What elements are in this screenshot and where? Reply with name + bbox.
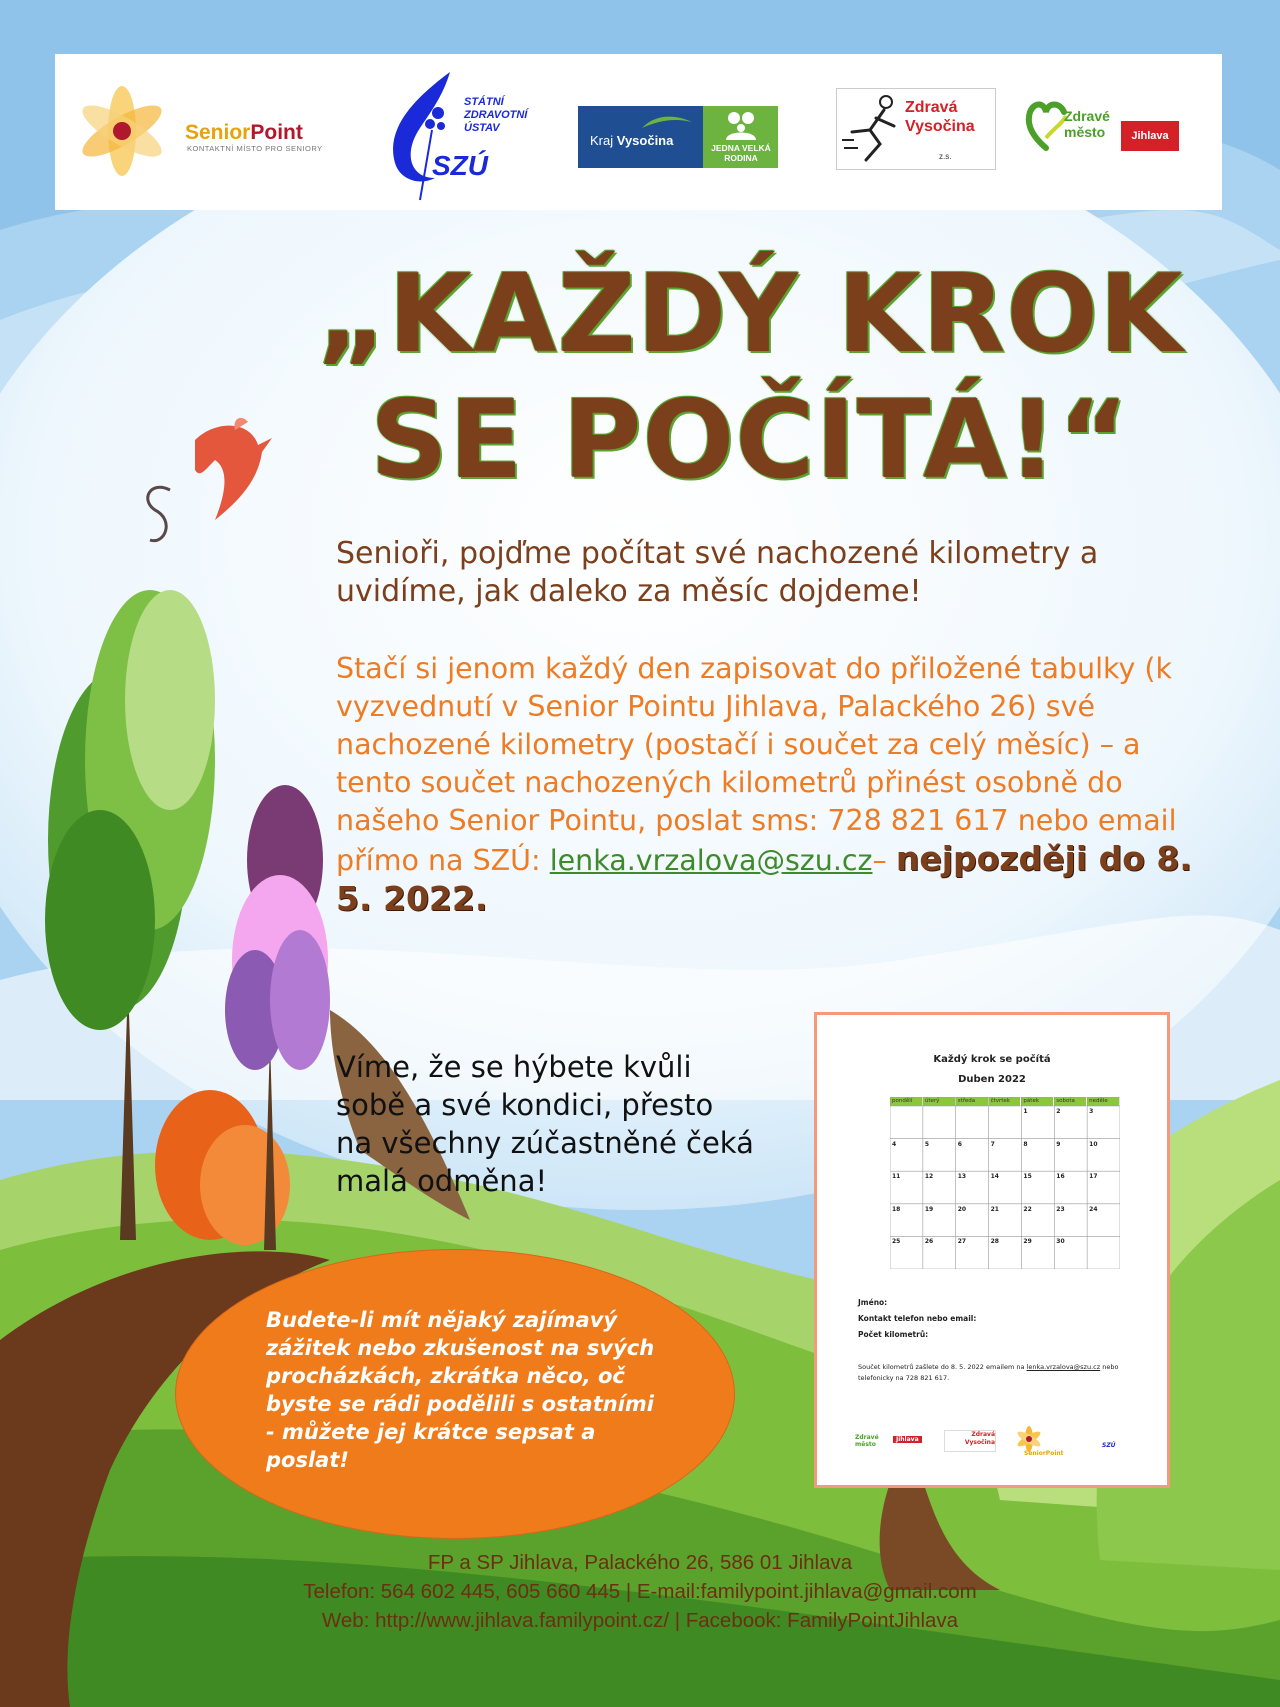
poster-title (250, 252, 1250, 504)
szu-line: ZDRAVOTNÍ (464, 109, 528, 121)
zdrava-vysocina-line: Vysočina (905, 118, 975, 135)
sheet-note-email[interactable]: lenka.vrzalova@szu.cz (1026, 1363, 1101, 1371)
calendar-grid (890, 1097, 1120, 1269)
sheet-note-text: nebo telefonicky na 728 821 617. (858, 1363, 1119, 1382)
calendar-day-cell: 6 (957, 1140, 962, 1148)
heart-leaf-icon (1024, 98, 1069, 153)
reward-paragraph: Víme, že se hýbete kvůli sobě a své kondici, přesto na všechny zúčastněné čeká malá odměna! (336, 1050, 754, 1198)
sheet-km-label: Počet kilometrů: (858, 1330, 929, 1339)
intro-paragraph: Senioři, pojďme počítat své nachozené kilometry a uvidíme, jak daleko za měsíc dojdeme! (336, 536, 1099, 609)
calendar-day-cell: 28 (990, 1238, 999, 1246)
calendar-day-header: neděle (1087, 1097, 1119, 1106)
calendar-day-cell: 4 (892, 1140, 897, 1148)
calendar-day-cell: 22 (1023, 1205, 1032, 1213)
footer-web: Web: http://www.jihlava.familypoint.cz/ | Facebook: FamilyPointJihlava (321, 1609, 959, 1632)
footer-address: FP a SP Jihlava, Palackého 26, 586 01 Jihlava (427, 1551, 853, 1574)
calendar-day-header: středa (956, 1097, 988, 1106)
calendar-day-cell: 1 (1023, 1108, 1028, 1115)
calendar-day-cell: 9 (1056, 1140, 1061, 1148)
calendar-day-header: pátek (1021, 1097, 1053, 1106)
sheet-mini-logo-zdrave-mesto: Zdravé město (855, 1434, 879, 1448)
calendar-day-cell: 24 (1089, 1205, 1098, 1213)
calendar-day-cell: 19 (924, 1205, 934, 1213)
calendar-day-header: čtvrtek (989, 1097, 1021, 1106)
rodina-line: JEDNA VELKÁ (711, 143, 771, 153)
title-line-1: „KAŽDÝ KROK (316, 252, 1184, 377)
calendar-day-header: úterý (923, 1097, 955, 1106)
zdrave-mesto-text (1064, 108, 1110, 140)
calendar-day-cell: 11 (892, 1173, 901, 1181)
szu-logo-abbr: SZÚ (432, 150, 488, 181)
calendar-day-cell: 30 (1056, 1238, 1065, 1246)
calendar-day-cell: 15 (1023, 1173, 1032, 1181)
sheet-note-text: Součet kilometrů zašlete do 8. 5. 2022 emailem na (858, 1363, 1027, 1371)
title-line-2: SE POČÍTÁ!“ (370, 378, 1130, 503)
zdrava-vysocina-line: Zdravá (905, 99, 958, 116)
calendar-day-cell: 27 (957, 1238, 967, 1246)
calendar-day-cell: 29 (1023, 1238, 1032, 1246)
calendar-day-cell: 10 (1089, 1140, 1098, 1148)
calendar-day-cell: 2 (1056, 1108, 1061, 1115)
zdrave-mesto-line: Zdravé (1064, 108, 1110, 124)
calendar-day-cell: 21 (990, 1205, 999, 1213)
family-icon (722, 108, 760, 142)
rodina-logo-text (706, 143, 776, 163)
sheet-title: Každý krok se počítá (933, 1054, 1051, 1065)
calendar-day-cell: 5 (924, 1140, 930, 1148)
calendar-day-cell: 7 (990, 1140, 995, 1148)
deadline-text: nejpozději do 8. 5. 2022. (336, 839, 1192, 918)
sheet-name-label: Jméno: (858, 1298, 888, 1307)
calendar-day-cell: 16 (1056, 1173, 1065, 1181)
calendar-day-cell: 13 (957, 1173, 967, 1181)
sheet-note (858, 1362, 1138, 1384)
instructions-dash: – (872, 844, 896, 877)
sheet-contact-label: Kontakt telefon nebo email: (858, 1314, 977, 1323)
calendar-day-cell: 14 (990, 1173, 999, 1181)
calendar-day-cell: 17 (1089, 1173, 1098, 1181)
calendar-day-cell: 25 (892, 1238, 901, 1246)
zdrava-vysocina-zs: z.s. (939, 152, 952, 161)
kraj-logo-text: Kraj Vysočina (590, 133, 674, 148)
sheet-mini-logo-jihlava: Jihlava (893, 1436, 922, 1443)
zdrava-vysocina-text (905, 98, 975, 136)
runner-icon (840, 92, 908, 164)
story-bubble-text: Budete-li mít nějaký zajímavý zážitek nebo zkušenost na svých procházkách, zkrátka něco, oč byste se rádi podělili s ostatními - můžete jej krátce sepsat a poslat! (266, 1308, 655, 1472)
sheet-mini-logo-seniorpoint: SeniorPoint (1024, 1450, 1064, 1457)
szu-line: STÁTNÍ (464, 96, 504, 108)
rodina-line: RODINA (724, 153, 758, 163)
calendar-grid-lines (890, 1097, 1120, 1269)
szu-logo-text (464, 96, 527, 135)
calendar-day-header: sobota (1054, 1097, 1086, 1106)
seniorpoint-flower-icon (72, 76, 172, 186)
seniorpoint-logo-text: SeniorPoint (185, 121, 303, 144)
calendar-day-cell: 20 (957, 1205, 967, 1213)
calendar-day-cell: 23 (1056, 1205, 1065, 1213)
instructions-text: Stačí si jenom každý den zapisovat do přiložené tabulky (k vyzvednutí v Senior Pointu Jihlava, Palackého 26) své nachozené kilometry (postačí i součet za celý měsíc) – a tento součet nachozených kilometrů přinést osobně do našeho Senior Pointu, poslat sms: 728 821 617 nebo email přímo na SZÚ: (336, 652, 1177, 877)
kraj-swoosh-icon (640, 112, 695, 132)
zdrave-mesto-line: město (1064, 124, 1106, 140)
footer-contact: Telefon: 564 602 445, 605 660 445 | E-mail:familypoint.jihlava@gmail.com (303, 1580, 977, 1603)
instructions-paragraph (336, 650, 1196, 920)
seniorpoint-logo-subtitle: KONTAKTNÍ MÍSTO PRO SENIORY (187, 144, 323, 153)
sheet-month: Duben 2022 (958, 1074, 1026, 1085)
sheet-mini-logo-zdrava-vysocina: Zdravá Vysočina (944, 1430, 996, 1452)
calendar-day-cell: 12 (924, 1173, 934, 1181)
email-link[interactable]: lenka.vrzalova@szu.cz (549, 844, 873, 877)
calendar-day-cell: 8 (1023, 1140, 1028, 1148)
calendar-day-cell: 26 (924, 1238, 934, 1246)
sheet-mini-logo-szu: SZÚ (1102, 1442, 1116, 1449)
szu-line: ÚSTAV (464, 122, 500, 134)
calendar-day-header: pondělí (890, 1097, 922, 1106)
calendar-day-cell: 18 (892, 1205, 901, 1213)
szu-logo-icon (375, 68, 470, 203)
calendar-day-cell: 3 (1089, 1108, 1094, 1115)
jihlava-badge: Jihlava (1121, 121, 1179, 151)
